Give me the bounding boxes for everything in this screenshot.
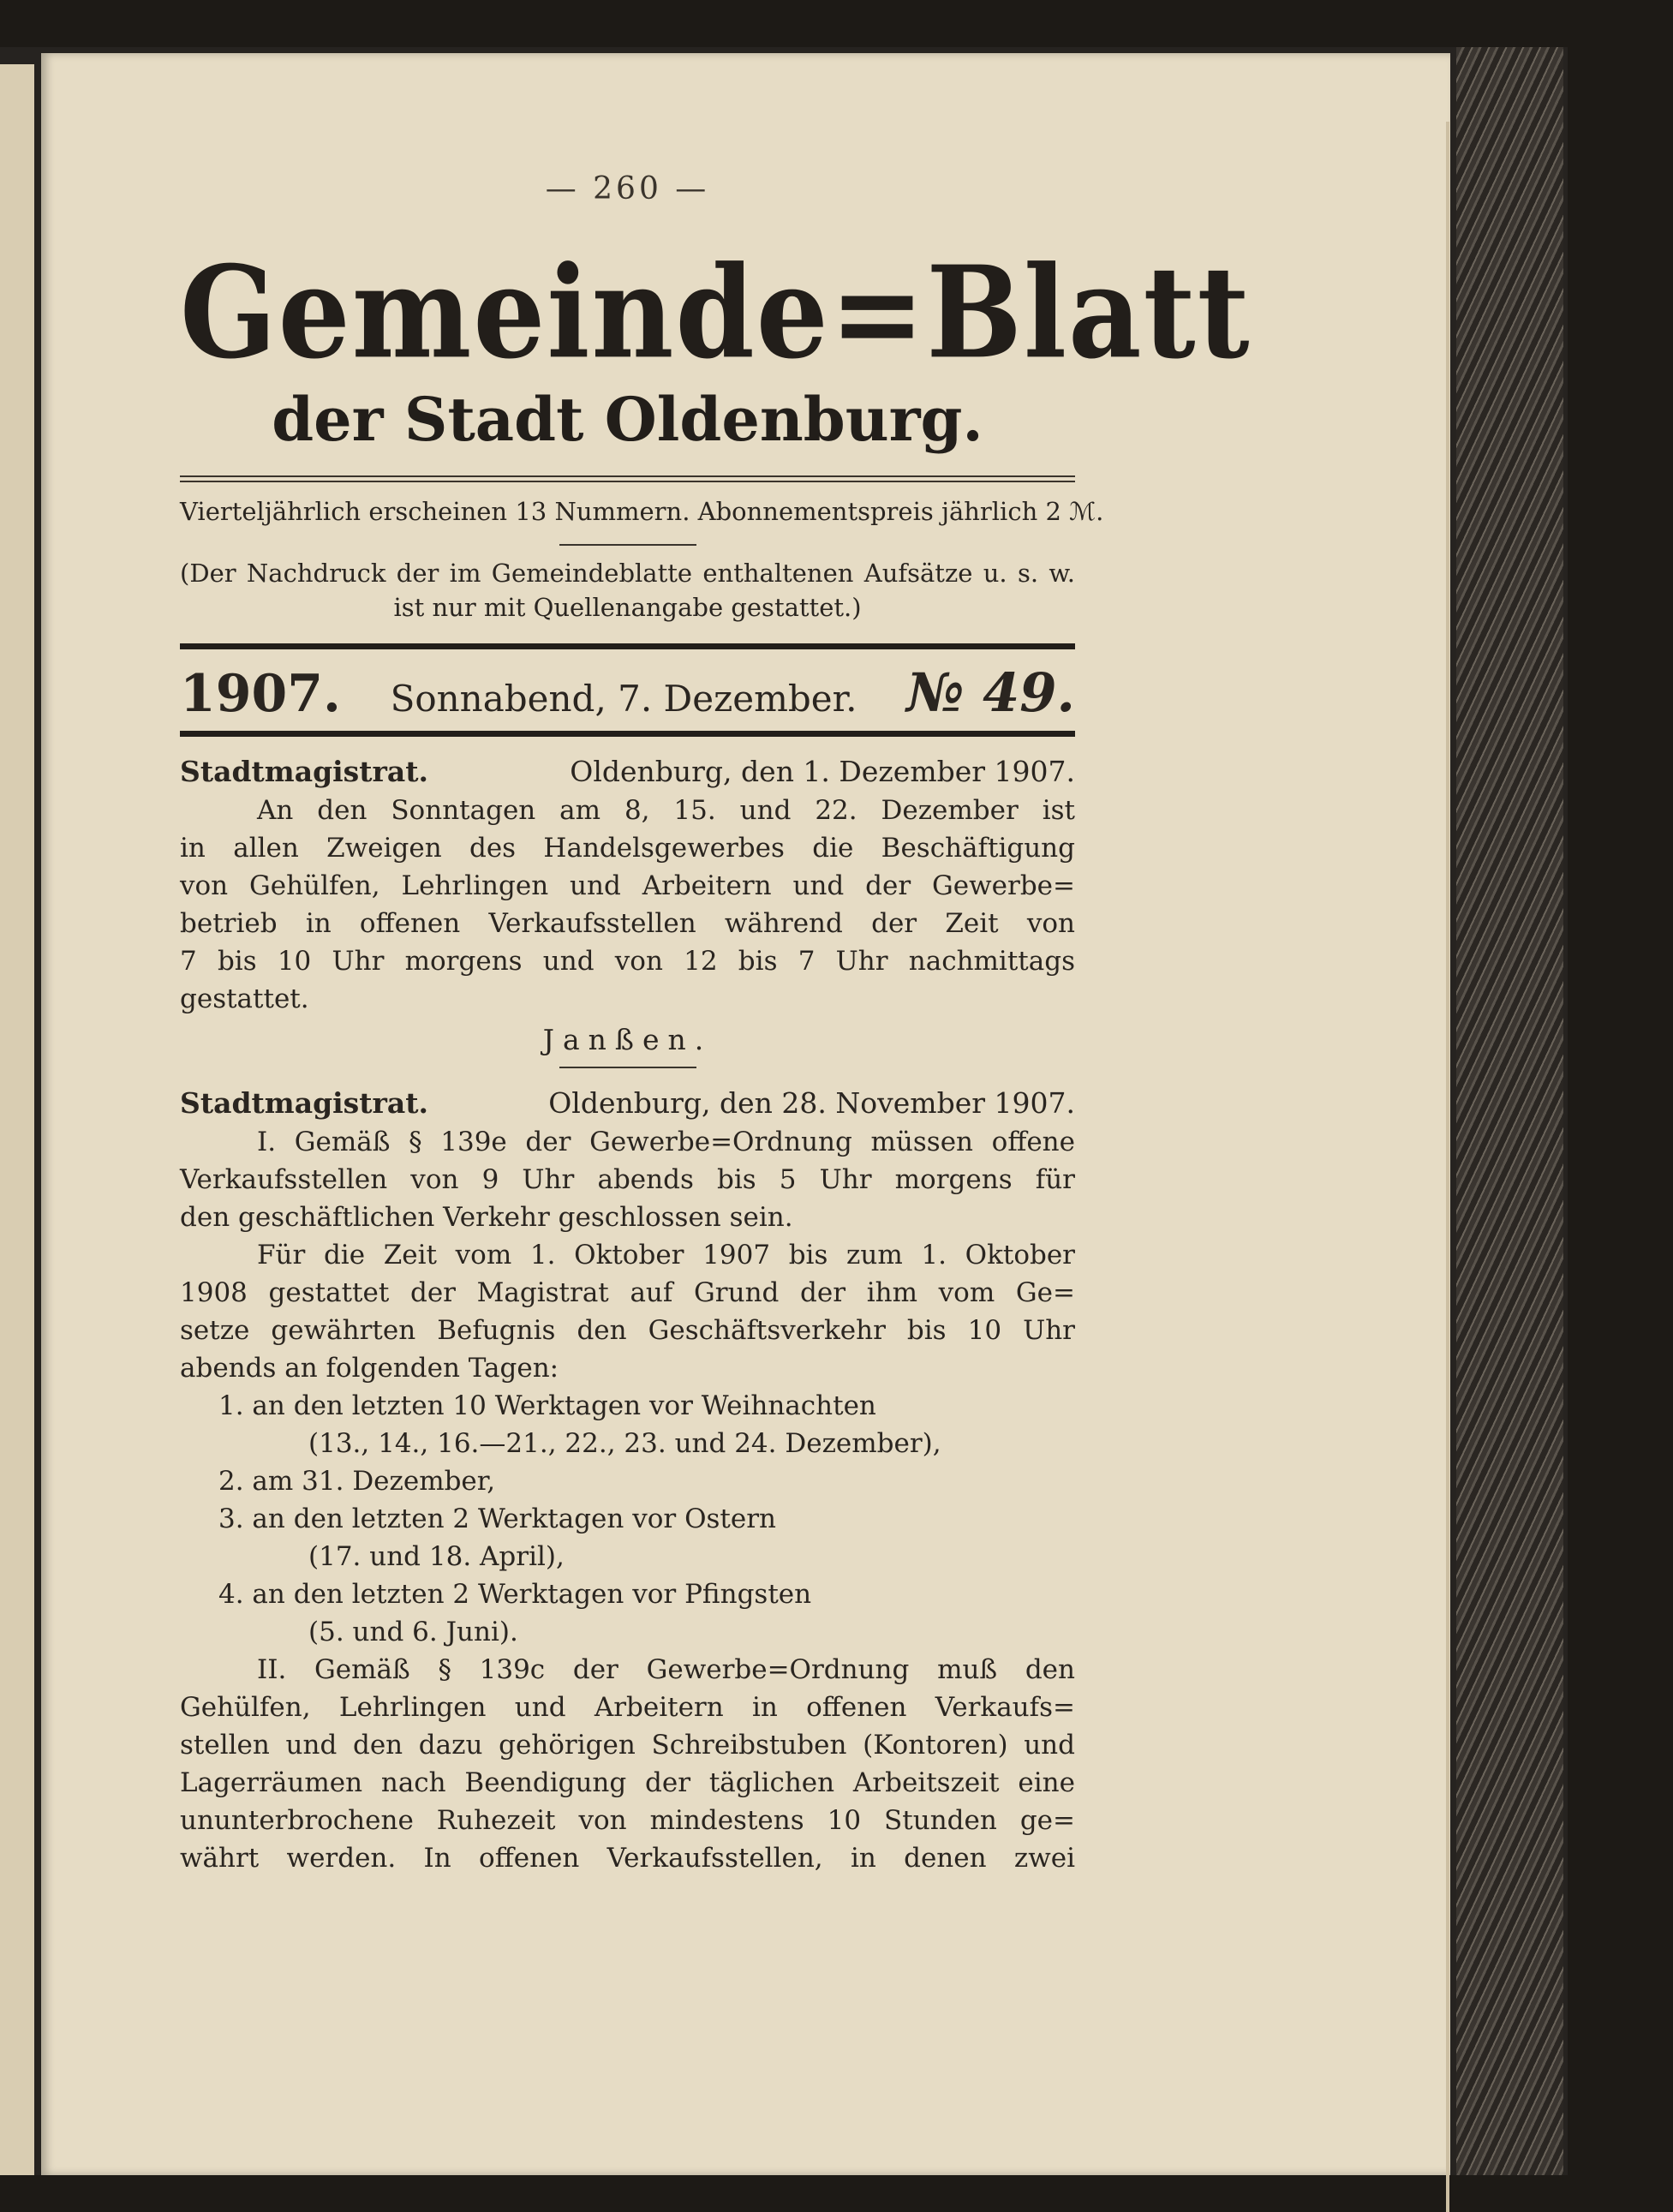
issue-date: Sonnabend, 7. Dezember. [390, 678, 857, 720]
issue-year: 1907. [180, 664, 341, 724]
section-place-date: Oldenburg, den 28. November 1907. [548, 1086, 1075, 1120]
section-header [180, 752, 1075, 792]
text-line: in allen Zweigen des Handelsgewerbes die Beschäftigung [180, 833, 1075, 864]
marbled-binding [1456, 47, 1563, 2175]
text-line: abends an folgenden Tagen: [180, 1353, 559, 1384]
issue-rule-top [180, 643, 1075, 649]
divider [559, 544, 696, 546]
reprint-notice-line: (Der Nachdruck der im Gemeindeblatte enthaltenen Aufsätze u. s. w. [180, 559, 1075, 588]
section-header [180, 1084, 1075, 1123]
section-body [180, 1123, 1075, 1877]
text-line: von Gehülfen, Lehrlingen und Arbeitern und der Gewerbe= [180, 870, 1075, 901]
list-item-detail: (5. und 6. Juni). [308, 1617, 518, 1647]
section-body [180, 792, 1075, 1018]
issue-rule-bottom [180, 731, 1075, 737]
masthead-title: Gemeinde=Blatt [180, 238, 1252, 388]
text-line: währt werden. In offenen Verkaufsstellen, in denen zwei [180, 1843, 1075, 1874]
section-heading: Stadtmagistrat. [180, 755, 429, 788]
page-edge-line [1446, 122, 1449, 2212]
masthead-rule [180, 475, 1075, 482]
issue-bar [180, 661, 1075, 724]
reprint-notice-line: ist nur mit Quellenangabe gestattet.) [393, 593, 862, 622]
divider [559, 1067, 696, 1068]
signature: Janßen. [542, 1023, 713, 1056]
text-line: Für die Zeit vom 1. Oktober 1907 bis zum 1. Oktober [257, 1240, 1075, 1270]
subscription-line: Vierteljährlich erscheinen 13 Nummern. Abonnementspreis jährlich 2 ℳ. [180, 497, 1104, 526]
text-line: Verkaufsstellen von 9 Uhr abends bis 5 Uhr morgens für [180, 1164, 1075, 1195]
text-line: setze gewährten Befugnis den Geschäftsverkehr bis 10 Uhr [180, 1315, 1075, 1346]
list-item: 3. an den letzten 2 Werktagen vor Ostern [218, 1504, 776, 1534]
text-line: gestattet. [180, 983, 309, 1014]
text-line: 1908 gestattet der Magistrat auf Grund der ihm vom Ge= [180, 1277, 1075, 1308]
list-item-detail: (17. und 18. April), [308, 1541, 565, 1572]
text-line: betrieb in offenen Verkaufsstellen während der Zeit von [180, 908, 1075, 939]
facing-page-edge [0, 64, 34, 2175]
list-item: 4. an den letzten 2 Werktagen vor Pfingsten [218, 1579, 812, 1610]
text-line: ununterbrochene Ruhezeit von mindestens 10 Stunden ge= [180, 1805, 1075, 1836]
text-line: I. Gemäß § 139e der Gewerbe=Ordnung müssen offene [257, 1127, 1075, 1157]
date-list [180, 1387, 1075, 1651]
section-heading: Stadtmagistrat. [180, 1086, 429, 1120]
text-line: Gehülfen, Lehrlingen und Arbeitern in offenen Verkaufs= [180, 1692, 1075, 1723]
text-line: Lagerräumen nach Beendigung der täglichen Arbeitszeit eine [180, 1767, 1075, 1798]
page-content [180, 171, 1252, 1877]
text-line: den geschäftlichen Verkehr geschlossen sein. [180, 1202, 793, 1233]
text-line: stellen und den dazu gehörigen Schreibstuben (Kontoren) und [180, 1730, 1075, 1761]
list-item: 2. am 31. Dezember, [218, 1466, 496, 1497]
issue-number: № 49. [906, 661, 1075, 724]
list-item: 1. an den letzten 10 Werktagen vor Weihnachten [218, 1390, 876, 1421]
page-number: — 260 — [545, 171, 710, 206]
text-line: An den Sonntagen am 8, 15. und 22. Dezember ist [257, 795, 1075, 826]
masthead-subtitle: der Stadt Oldenburg. [272, 384, 983, 455]
text-line: II. Gemäß § 139c der Gewerbe=Ordnung muß den [257, 1654, 1075, 1685]
section-place-date: Oldenburg, den 1. Dezember 1907. [570, 755, 1075, 788]
text-line: 7 bis 10 Uhr morgens und von 12 bis 7 Uhr nachmittags [180, 946, 1075, 977]
list-item-detail: (13., 14., 16.—21., 22., 23. und 24. Dezember), [308, 1428, 941, 1459]
